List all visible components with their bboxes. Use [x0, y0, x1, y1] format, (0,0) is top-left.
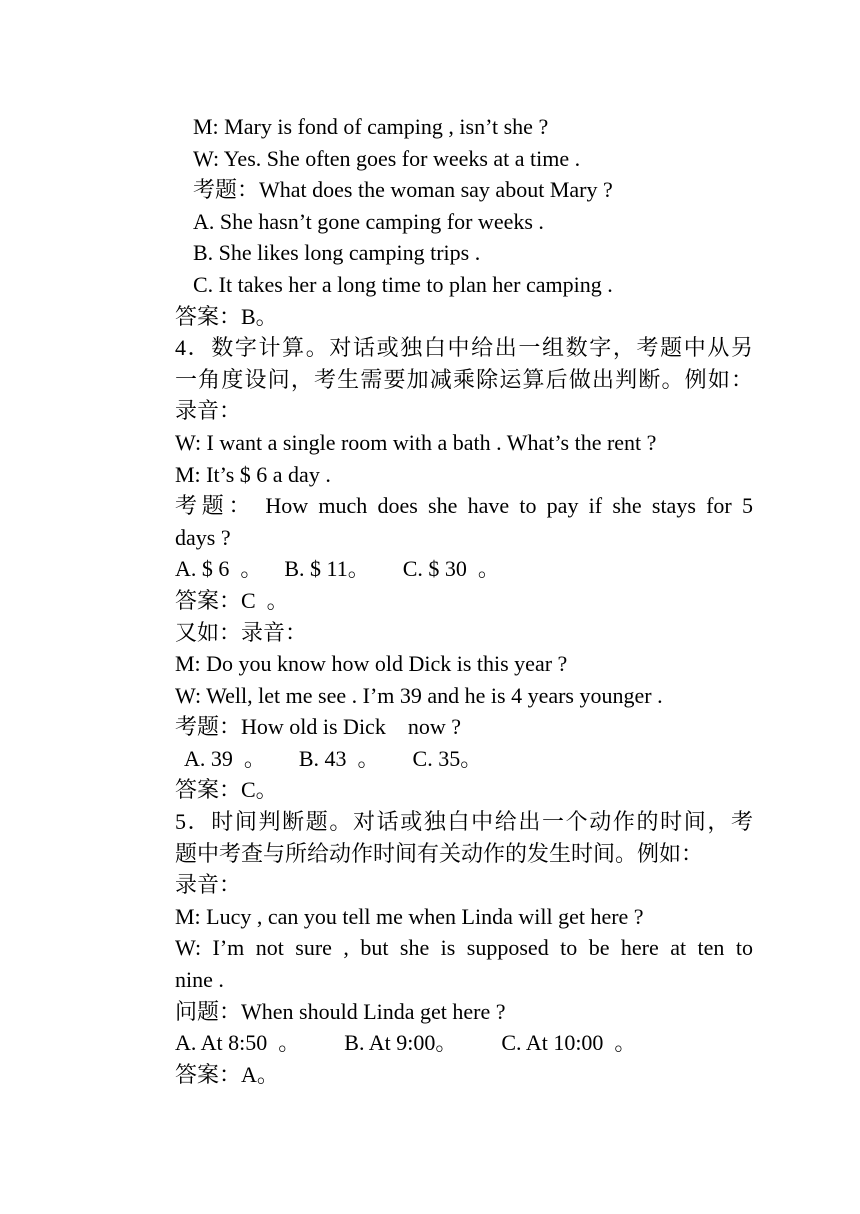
dialogue-line-man: M: It’s $ 6 a day .: [175, 461, 331, 487]
question-line: 考题：What does the woman say about Mary ?: [193, 177, 613, 203]
dialogue-line-woman: W: I’m not sure , but she is supposed to be here at ten to: [175, 935, 753, 961]
section-heading-time: 5．时间判断题。对话或独白中给出一个动作的时间，考: [175, 809, 753, 835]
question-line: 考题： How much does she have to pay if she stays for 5: [175, 493, 753, 519]
answer-line: 答案：A。: [175, 1061, 279, 1087]
answer-line: 答案：C。: [175, 777, 278, 803]
options-line: A. $ 6 。 B. $ 11。 C. $ 30 。: [175, 556, 500, 582]
dialogue-line-woman: W: Well, let me see . I’m 39 and he is 4 years younger .: [175, 682, 663, 708]
dialogue-line-man: M: Mary is fond of camping , isn’t she ?: [193, 114, 549, 139]
dialogue-line-continued: nine .: [175, 967, 224, 993]
option-c: C. It takes her a long time to plan her camping .: [193, 271, 613, 297]
dialogue-line-man: M: Lucy , can you tell me when Linda will get here ?: [175, 903, 644, 929]
recording-label: 录音：: [175, 398, 242, 424]
question-line: 问题：When should Linda get here ?: [175, 998, 506, 1024]
dialogue-line-woman: W: Yes. She often goes for weeks at a time .: [193, 145, 581, 171]
dialogue-line-man: M: Do you know how old Dick is this year ?: [175, 651, 568, 677]
question-line: 考题：How old is Dick now ?: [175, 714, 461, 740]
section-heading-numeric: 4．数字计算。对话或独白中给出一组数字，考题中从另: [175, 335, 753, 361]
section-description: 题中考查与所给动作时间有关动作的发生时间。例如：: [175, 840, 704, 866]
option-b: B. She likes long camping trips .: [193, 240, 481, 266]
options-line: A. At 8:50 。 B. At 9:00。 C. At 10:00 。: [175, 1030, 637, 1056]
document-page: [175, 111, 753, 1090]
recording-label: 录音：: [175, 872, 242, 898]
answer-line: 答案：B。: [175, 303, 278, 329]
question-line-continued: days ?: [175, 524, 231, 550]
answer-line: 答案：C 。: [175, 587, 289, 613]
dialogue-line-woman: W: I want a single room with a bath . What’s the rent ?: [175, 429, 657, 455]
option-a: A. She hasn’t gone camping for weeks .: [193, 208, 544, 234]
example-label: 又如：录音：: [175, 619, 308, 645]
section-description: 一角度设问，考生需要加减乘除运算后做出判断。例如：: [175, 366, 753, 392]
options-line: A. 39 。 B. 43 。 C. 35。: [184, 745, 483, 771]
